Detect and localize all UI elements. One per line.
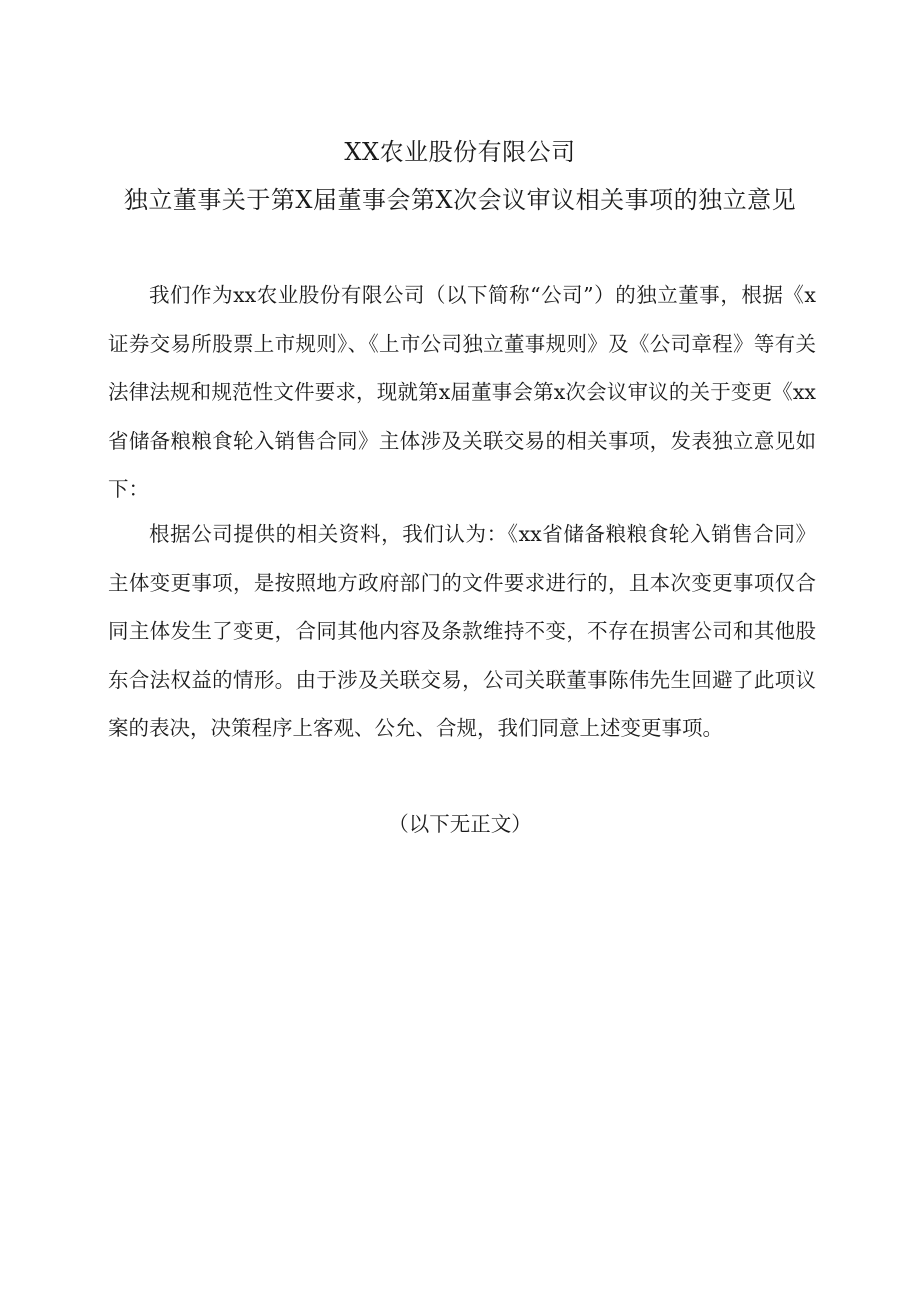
opinion-title: 独立董事关于第X届董事会第X次会议审议相关事项的独立意见 [123,186,797,214]
body-paragraph-intro: 我们作为xx农业股份有限公司（以下简称“公司”）的独立董事，根据《x证券交易所股票上市规则》、《上市公司独立董事规则》及《公司章程》等有关法律法规和规范性文件要求，现就第x届董事会第x次会议审议的关于变更《xx省储备粮粮食轮入销售合同》主体涉及关联交易的相关事项，发表独立意见如下： [108,283,816,501]
company-title: XX农业股份有限公司 [344,138,576,166]
body-paragraph-opinion: 根据公司提供的相关资料，我们认为：《xx省储备粮粮食轮入销售合同》主体变更事项，是按照地方政府部门的文件要求进行的，且本次变更事项仅合同主体发生了变更，合同其他内容及条款维持不变，不存在损害公司和其他股东合法权益的情形。由于涉及关联交易，公司关联董事陈伟先生回避了此项议案的表决，决策程序上客观、公允、合规，我们同意上述变更事项。 [108,522,816,740]
closing-note: （以下无正文） [388,812,532,836]
